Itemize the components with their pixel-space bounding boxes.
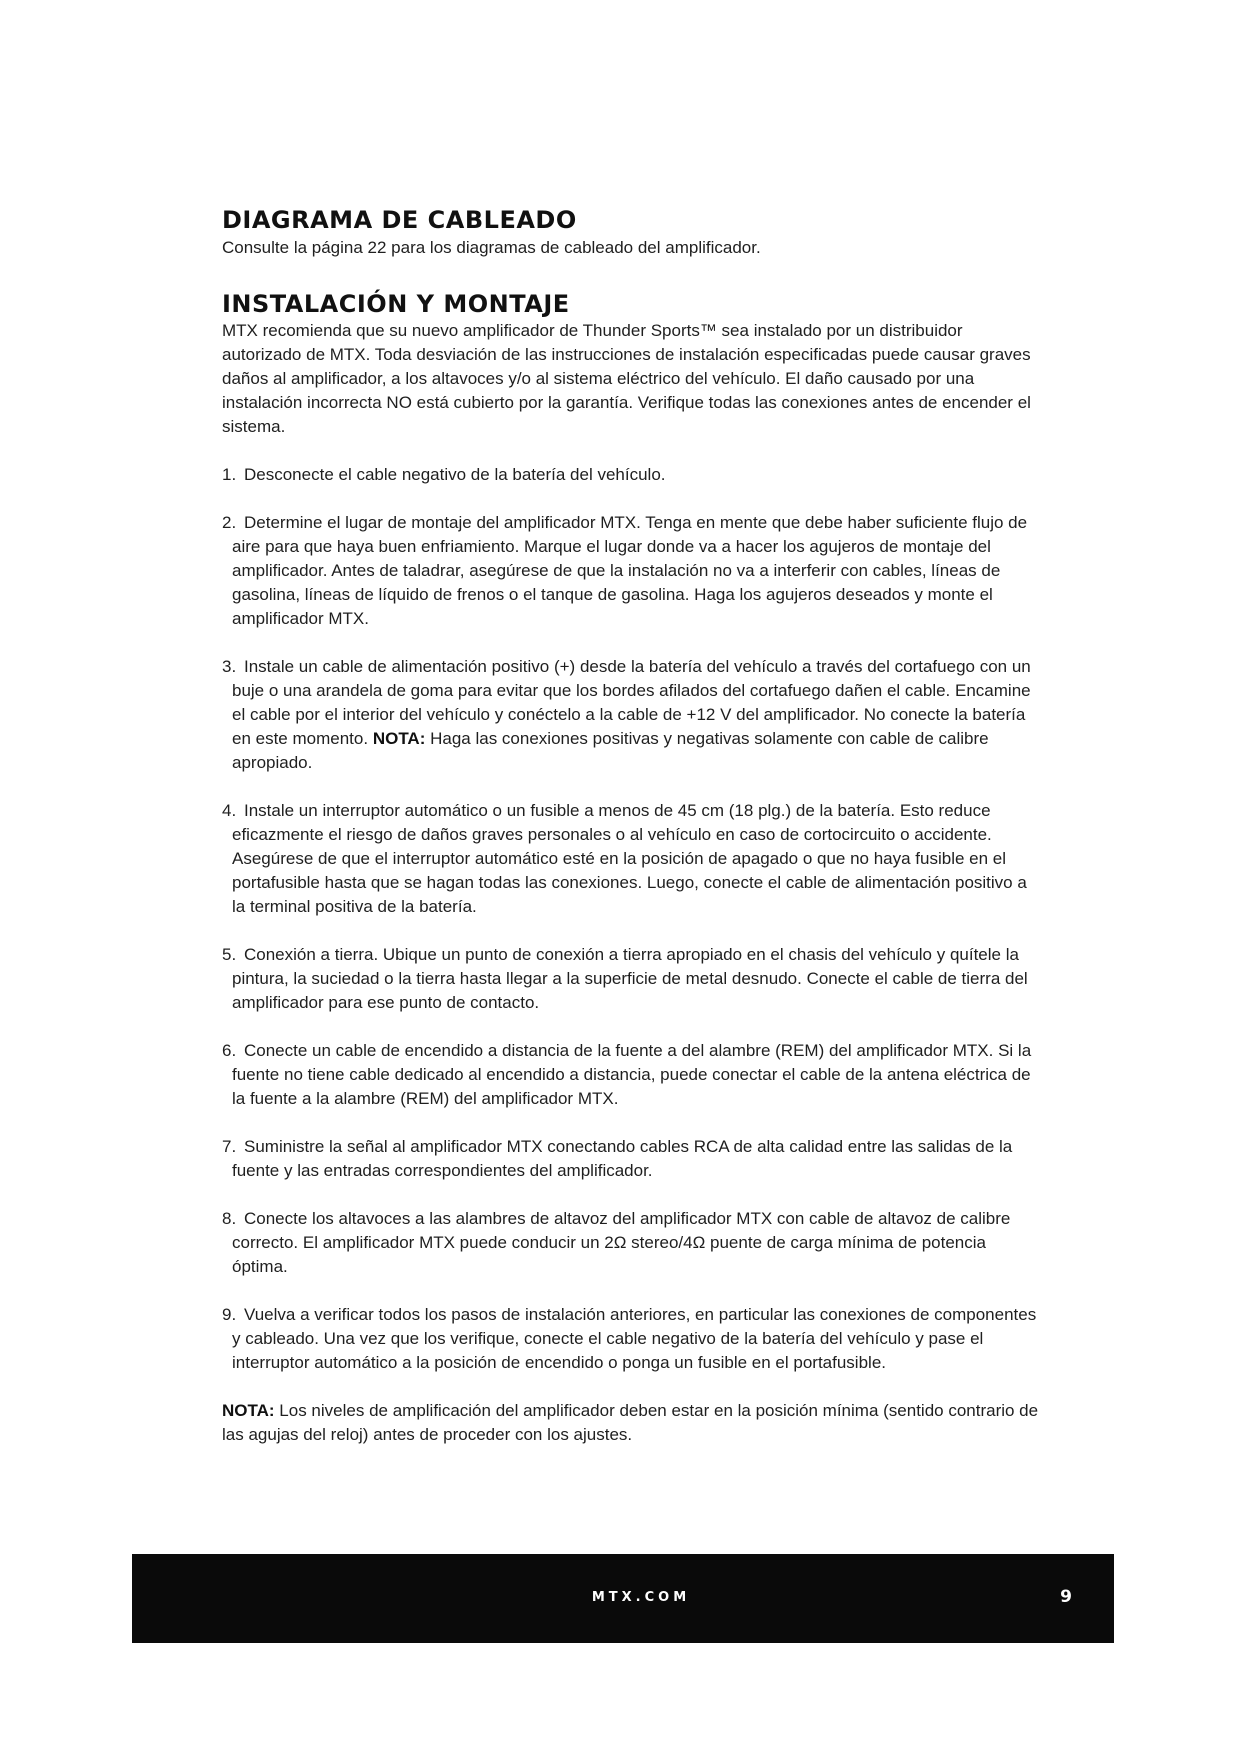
step-7 — [222, 1135, 1042, 1183]
step-9 — [222, 1303, 1042, 1375]
step-text: Determine el lugar de montaje del amplificador MTX. Tenga en mente que debe haber suficiente flujo de aire para que haya buen enfriamiento. Marque el lugar donde va a hacer los agujeros de montaje del amplificador. Antes de taladrar, asegúrese de que la instalación no va a interferir con cables, líneas de gasolina, líneas de líquido de frenos o el tanque de gasolina. Haga los agujeros deseados y monte el amplificador MTX. — [232, 513, 1028, 628]
installation-steps — [222, 463, 1042, 1375]
final-note — [222, 1399, 1042, 1447]
step-6 — [222, 1039, 1042, 1111]
step-number: 2. — [222, 513, 237, 532]
step-number: 1. — [222, 465, 237, 484]
installation-section — [222, 290, 1042, 1447]
step-1 — [222, 463, 1042, 487]
footer-site-url[interactable]: MTX.COM — [591, 1590, 691, 1605]
installation-heading: INSTALACIÓN Y MONTAJE — [222, 290, 570, 318]
page-number: 9 — [1060, 1587, 1072, 1607]
final-note-label: NOTA: — [222, 1401, 275, 1420]
step-number: 6. — [222, 1041, 237, 1060]
step-note-text: Haga las conexiones positivas y negativas solamente con cable de calibre apropiado. — [232, 729, 989, 772]
page-content — [222, 206, 1042, 1447]
step-number: 5. — [222, 945, 237, 964]
step-3 — [222, 655, 1042, 775]
step-text: Conexión a tierra. Ubique un punto de conexión a tierra apropiado en el chasis del vehículo y quítele la pintura, la suciedad o la tierra hasta llegar a la superficie de metal desnudo. Conecte el cable de tierra del amplificador para ese punto de contacto. — [232, 945, 1028, 1012]
step-number: 3. — [222, 657, 237, 676]
wiring-diagram-section — [222, 206, 1042, 260]
step-8 — [222, 1207, 1042, 1279]
footer-bar — [132, 1554, 1114, 1643]
step-text: Conecte los altavoces a las alambres de altavoz del amplificador MTX con cable de altavoz de calibre correcto. El amplificador MTX puede conducir un 2Ω stereo/4Ω puente de carga mínima de potencia óptima. — [232, 1209, 1011, 1276]
step-number: 7. — [222, 1137, 237, 1156]
step-number: 8. — [222, 1209, 237, 1228]
step-note-label: NOTA: — [372, 729, 426, 748]
installation-intro: MTX recomienda que su nuevo amplificador de Thunder Sports™ sea instalado por un distribuidor autorizado de MTX. Toda desviación de las instrucciones de instalación especificadas puede causar graves daños al amplificador, a los altavoces y/o al sistema eléctrico del vehículo. El daño causado por una instalación incorrecta NO está cubierto por la garantía. Verifique todas las conexiones antes de encender el sistema. — [222, 321, 1031, 436]
final-note-text: Los niveles de amplificación del amplificador deben estar en la posición mínima (sentido contrario de las agujas del reloj) antes de proceder con los ajustes. — [222, 1401, 1039, 1444]
step-4 — [222, 799, 1042, 919]
step-text: Instale un cable de alimentación positivo (+) desde la batería del vehículo a través del cortafuego con un buje o una arandela de goma para evitar que los bordes afilados del cortafuego dañen el cable. Encamine el cable por el interior del vehículo y conéctelo a la cable de +12 V del amplificador. No conecte la batería en este momento. — [232, 657, 1031, 748]
step-text: Desconecte el cable negativo de la batería del vehículo. — [244, 465, 666, 484]
step-text: Conecte un cable de encendido a distancia de la fuente a del alambre (REM) del amplificador MTX. Si la fuente no tiene cable dedicado al encendido a distancia, puede conectar el cable de la antena eléctrica de la fuente a la alambre (REM) del amplificador MTX. — [232, 1041, 1032, 1108]
step-number: 4. — [222, 801, 237, 820]
wiring-diagram-heading: DIAGRAMA DE CABLEADO — [222, 206, 577, 234]
step-text: Vuelva a verificar todos los pasos de instalación anteriores, en particular las conexiones de componentes y cableado. Una vez que los verifique, conecte el cable negativo de la batería del vehículo y pase el interruptor automático a la posición de encendido o ponga un fusible en el portafusible. — [232, 1305, 1037, 1372]
step-text: Suministre la señal al amplificador MTX conectando cables RCA de alta calidad entre las salidas de la fuente y las entradas correspondientes del amplificador. — [232, 1137, 1013, 1180]
step-2 — [222, 511, 1042, 631]
step-5 — [222, 943, 1042, 1015]
step-number: 9. — [222, 1305, 237, 1324]
wiring-diagram-text: Consulte la página 22 para los diagramas de cableado del amplificador. — [222, 238, 761, 257]
step-text: Instale un interruptor automático o un fusible a menos de 45 cm (18 plg.) de la batería. Esto reduce eficazmente el riesgo de daños graves personales o al vehículo en caso de cortocircuito o accidente. Asegúrese de que el interruptor automático esté en la posición de apagado o que no haya fusible en el portafusible hasta que se hagan todas las conexiones. Luego, conecte el cable de alimentación positivo a la terminal positiva de la batería. — [232, 801, 1027, 916]
